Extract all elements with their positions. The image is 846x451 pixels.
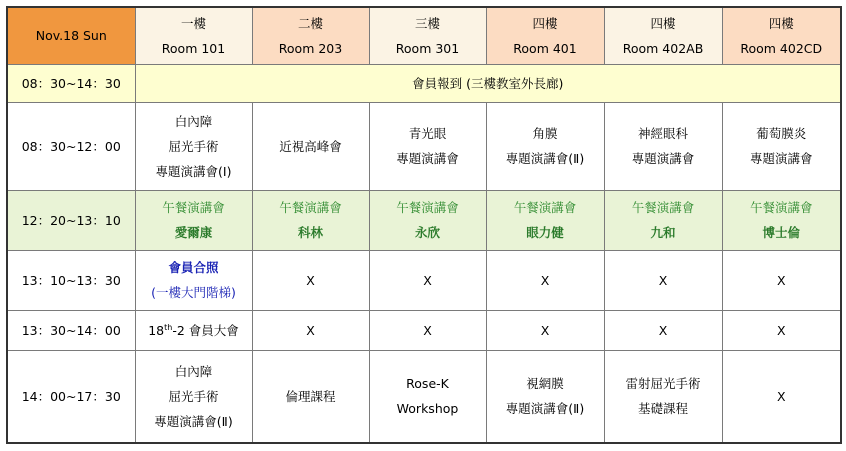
session-line: 神經眼科 <box>637 126 688 141</box>
meeting-number: 18 <box>148 322 165 338</box>
session-cell <box>252 350 369 443</box>
session-cell <box>135 350 252 443</box>
session-cell <box>135 250 252 310</box>
registration-label: 會員報到 <box>412 75 463 91</box>
room-label: Room 402AB <box>622 40 704 56</box>
schedule-table <box>6 6 842 444</box>
lunch-sponsor: 科林 <box>297 225 323 240</box>
registration-cell <box>135 64 841 102</box>
lunch-session-row <box>7 190 841 250</box>
lunch-sponsor: 九和 <box>650 225 676 240</box>
floor-label: 四樓 <box>532 15 558 31</box>
session-line: 白內障 <box>174 363 213 379</box>
session-line: 專題演講會(Ⅱ) <box>505 401 585 417</box>
group-photo-row <box>7 250 841 310</box>
group-photo-label: 會員合照 <box>168 260 219 275</box>
session-cell <box>604 102 722 190</box>
session-cell <box>252 102 369 190</box>
session-line: 專題演講會 <box>749 151 813 166</box>
time-slot: 13：10~13：30 <box>7 250 135 310</box>
empty-cell: X <box>252 310 369 350</box>
session-line: 屈光手術 <box>168 138 219 154</box>
session-line: 近視高峰會 <box>279 138 342 154</box>
lunch-cell <box>486 190 604 250</box>
empty-cell: X <box>369 250 486 310</box>
lunch-cell <box>604 190 722 250</box>
session-line: 角膜 <box>532 126 558 141</box>
room-header-401 <box>486 7 604 64</box>
general-meeting-cell <box>135 310 252 350</box>
session-cell <box>722 102 841 190</box>
session-cell <box>369 102 486 190</box>
time-slot: 12：20~13：10 <box>7 190 135 250</box>
empty-cell: X <box>604 310 722 350</box>
session-line: 視網膜 <box>526 376 564 392</box>
room-label: Room 203 <box>278 40 343 56</box>
meeting-ordinal: th <box>164 322 173 332</box>
lunch-cell <box>369 190 486 250</box>
lunch-title: 午餐演講會 <box>749 200 813 215</box>
session-line: Workshop <box>396 401 459 417</box>
room-header-203 <box>252 7 369 64</box>
room-label: Room 101 <box>161 40 226 56</box>
lunch-title: 午餐演講會 <box>279 200 342 215</box>
session-line: 專題演講會 <box>631 151 695 166</box>
session-cell <box>486 350 604 443</box>
lunch-title: 午餐演講會 <box>162 200 225 215</box>
lunch-cell <box>252 190 369 250</box>
lunch-cell <box>135 190 252 250</box>
registration-note: (三樓教室外長廊) <box>466 75 564 91</box>
session-line: 專題演講會(Ⅱ) <box>505 151 585 166</box>
header-row <box>7 7 841 64</box>
meeting-label: -2 會員大會 <box>172 322 239 338</box>
afternoon-session-row <box>7 350 841 443</box>
session-cell <box>486 102 604 190</box>
session-line: 白內障 <box>174 113 213 129</box>
empty-cell: X <box>604 250 722 310</box>
lunch-sponsor: 眼力健 <box>526 225 564 240</box>
room-label: Room 402CD <box>740 40 823 56</box>
empty-cell: X <box>486 310 604 350</box>
time-slot: 14：00~17：30 <box>7 350 135 443</box>
time-slot: 13：30~14：00 <box>7 310 135 350</box>
room-header-402ab <box>604 7 722 64</box>
floor-label: 四樓 <box>650 15 676 31</box>
session-line: 基礎課程 <box>637 401 688 417</box>
room-label: Room 401 <box>513 40 577 56</box>
registration-row <box>7 64 841 102</box>
session-line: 專題演講會(Ⅱ) <box>154 413 233 429</box>
session-line: 倫理課程 <box>285 388 336 404</box>
session-line: 雷射屈光手術 <box>625 376 701 392</box>
session-cell <box>369 350 486 443</box>
session-cell <box>135 102 252 190</box>
room-header-402cd <box>722 7 841 64</box>
session-line: Rose-K <box>406 376 449 392</box>
session-cell <box>604 350 722 443</box>
floor-label: 二樓 <box>297 15 323 31</box>
empty-cell: X <box>252 250 369 310</box>
empty-cell: X <box>722 310 841 350</box>
session-line: 專題演講會 <box>396 151 459 166</box>
empty-cell: X <box>722 250 841 310</box>
empty-cell: X <box>486 250 604 310</box>
time-slot: 08：30~12：00 <box>7 102 135 190</box>
session-line: 青光眼 <box>408 126 447 141</box>
room-header-301 <box>369 7 486 64</box>
lunch-title: 午餐演講會 <box>396 200 459 215</box>
room-label: Room 301 <box>395 40 460 56</box>
lunch-cell <box>722 190 841 250</box>
empty-cell: X <box>369 310 486 350</box>
floor-label: 四樓 <box>768 15 794 31</box>
room-header-101 <box>135 7 252 64</box>
general-meeting-row <box>7 310 841 350</box>
lunch-sponsor: 永欣 <box>414 225 440 240</box>
floor-label: 一樓 <box>180 15 206 31</box>
lunch-title: 午餐演講會 <box>513 200 577 215</box>
floor-label: 三樓 <box>414 15 440 31</box>
session-line: 葡萄膜炎 <box>756 126 807 141</box>
lunch-sponsor: 博士倫 <box>762 225 800 240</box>
session-line: 屈光手術 <box>168 388 219 404</box>
time-slot: 08：30~14：30 <box>7 64 135 102</box>
session-line: 專題演講會(Ⅰ) <box>155 163 232 179</box>
group-photo-location: (一樓大門階梯) <box>151 285 236 300</box>
empty-cell: X <box>722 350 841 443</box>
lunch-title: 午餐演講會 <box>631 200 695 215</box>
lunch-sponsor: 愛爾康 <box>174 225 213 240</box>
morning-session-row <box>7 102 841 190</box>
date-header: Nov.18 Sun <box>7 7 135 64</box>
